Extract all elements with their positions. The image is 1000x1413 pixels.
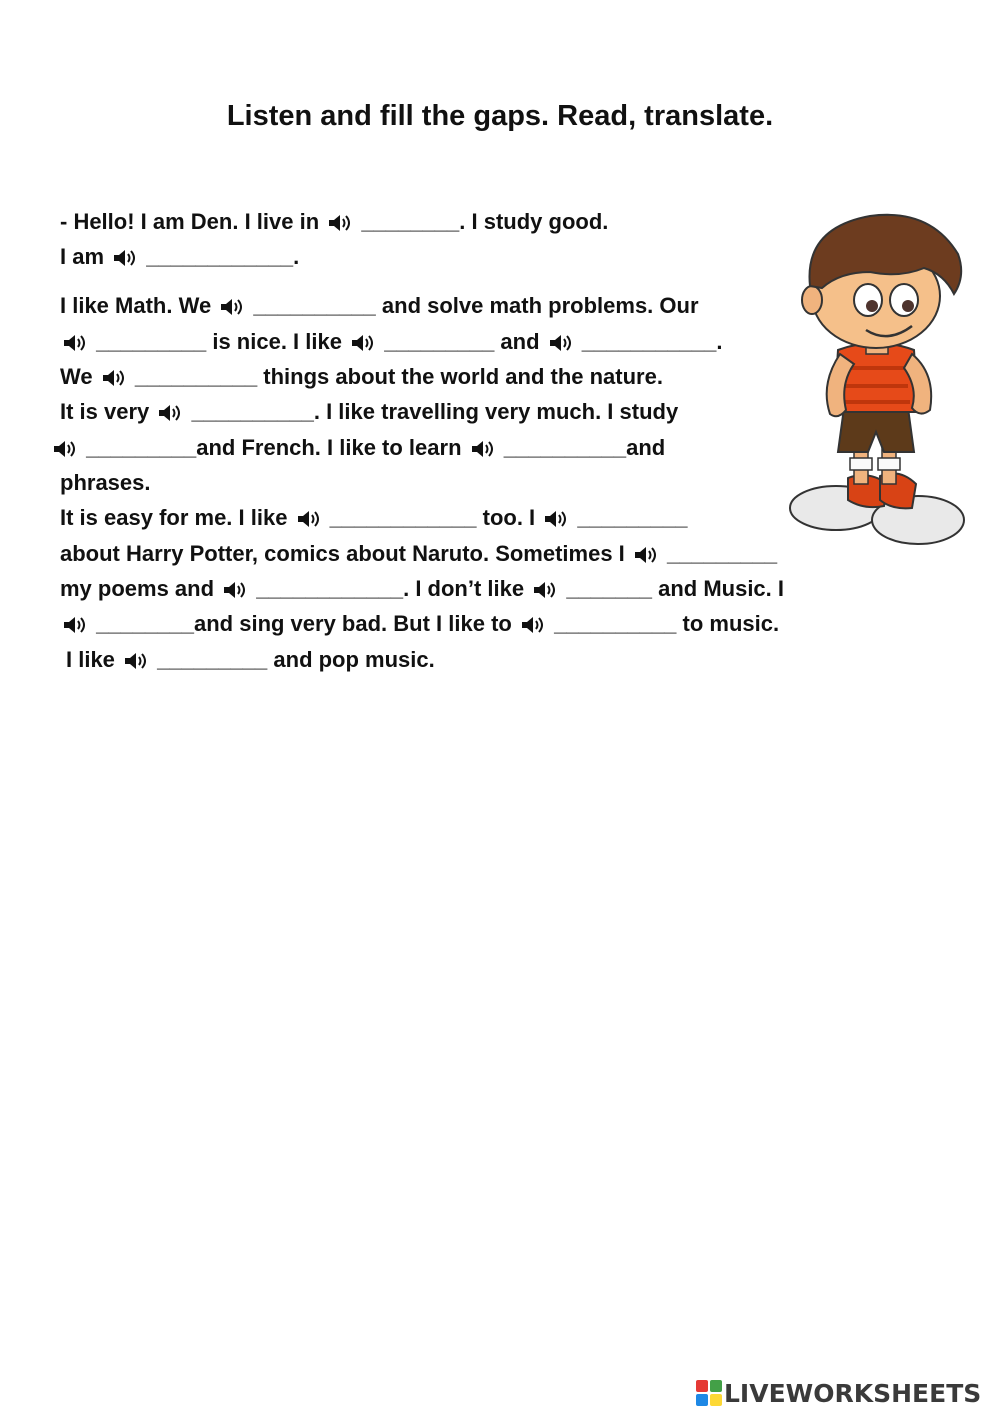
text-line xyxy=(60,328,723,356)
line-text: It is easy for me. I like xyxy=(60,505,294,530)
logo-text: LIVEWORKSHEETS xyxy=(724,1378,982,1408)
liveworksheets-logo xyxy=(696,1378,981,1408)
line-text: __________and xyxy=(497,435,666,460)
speaker-icon[interactable] xyxy=(520,614,546,636)
worksheet-title: Listen and fill the gaps. Read, translate. xyxy=(226,100,774,132)
line-text: I like Math. We xyxy=(60,293,218,318)
text-line xyxy=(60,363,663,391)
line-text: _________ and xyxy=(378,329,546,354)
line-text: - Hello! I am Den. I live in xyxy=(60,209,326,234)
speaker-icon[interactable] xyxy=(101,367,127,389)
text-line xyxy=(60,575,784,603)
line-text: ____________ too. I xyxy=(323,505,542,530)
text-line xyxy=(60,610,779,638)
text-line xyxy=(60,398,678,426)
line-text: I am xyxy=(60,244,111,269)
line-text: ________and sing very bad. But I like to xyxy=(90,611,518,636)
speaker-icon[interactable] xyxy=(112,247,138,269)
speaker-icon[interactable] xyxy=(633,544,659,566)
line-text: It is very xyxy=(60,399,156,424)
speaker-icon[interactable] xyxy=(222,579,248,601)
text-line xyxy=(60,504,688,532)
text-line xyxy=(60,540,777,568)
line-text: ___________. xyxy=(575,329,723,354)
text-line xyxy=(60,292,699,320)
speaker-icon[interactable] xyxy=(62,614,88,636)
speaker-icon[interactable] xyxy=(470,438,496,460)
text-line xyxy=(66,646,435,674)
text-line xyxy=(50,434,665,462)
speaker-icon[interactable] xyxy=(123,650,149,672)
line-text: _______ and Music. I xyxy=(560,576,784,601)
line-text: __________ to music. xyxy=(547,611,780,636)
logo-grid-icon xyxy=(696,1380,722,1406)
speaker-icon[interactable] xyxy=(219,296,245,318)
line-text: _________ is nice. I like xyxy=(90,329,349,354)
line-text: _________ xyxy=(571,505,688,530)
line-text: __________. I like travelling very much. I study xyxy=(185,399,679,424)
line-text: about Harry Potter, comics about Naruto. Sometimes I xyxy=(60,541,631,566)
text-line xyxy=(60,243,299,271)
speaker-icon[interactable] xyxy=(296,508,322,530)
text-line xyxy=(60,469,151,497)
speaker-icon[interactable] xyxy=(157,402,183,424)
line-text: ________. I study good. xyxy=(355,209,609,234)
speaker-icon[interactable] xyxy=(548,332,574,354)
line-text: _________ and pop music. xyxy=(151,647,435,672)
speaker-icon[interactable] xyxy=(327,212,353,234)
speaker-icon[interactable] xyxy=(532,579,558,601)
line-text: __________ and solve math problems. Our xyxy=(247,293,699,318)
line-text: We xyxy=(60,364,99,389)
speaker-icon[interactable] xyxy=(350,332,376,354)
text-line xyxy=(60,208,608,236)
line-text: I like xyxy=(66,647,122,672)
speaker-icon[interactable] xyxy=(62,332,88,354)
cartoon-boy-illustration xyxy=(788,208,966,554)
line-text: ____________. I don’t like xyxy=(250,576,531,601)
line-text: phrases. xyxy=(60,470,151,495)
speaker-icon[interactable] xyxy=(543,508,569,530)
line-text: my poems and xyxy=(60,576,221,601)
speaker-icon[interactable] xyxy=(52,438,78,460)
line-text: _________and French. I like to learn xyxy=(80,435,468,460)
line-text: _________ xyxy=(660,541,778,566)
line-text: __________ things about the world and the nature. xyxy=(128,364,663,389)
line-text: ____________. xyxy=(140,244,300,269)
